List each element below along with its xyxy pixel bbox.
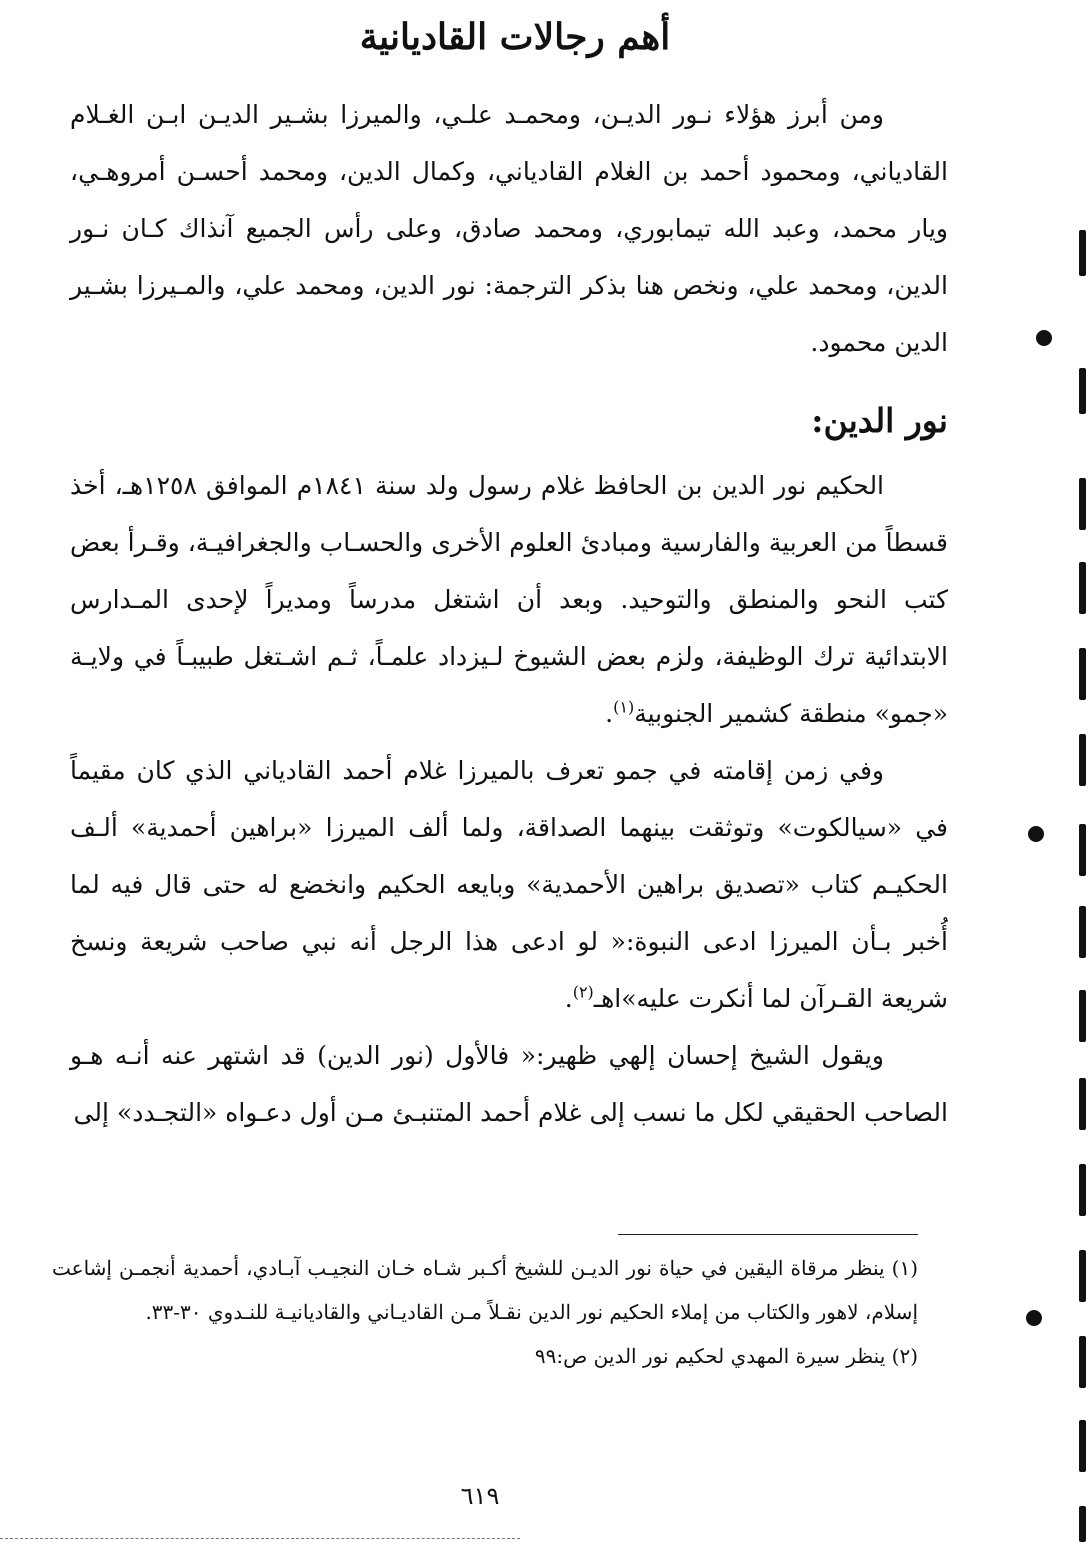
paragraph (70, 742, 948, 1027)
paragraph-text: ويقول الشيخ إحسان إلهي ظهير:« فالأول (نور الدين) قد اشتهر عنه أنـه هـو الصاحب الحقيقي لكل ما نسب إلى غلام أحمد المتنبـئ مـن أول دعـواه «التجـدد» إلى (70, 1041, 948, 1127)
footnote-reference[interactable]: (٢) (572, 982, 594, 1002)
scan-edge-line (0, 1538, 520, 1539)
paragraph (70, 457, 948, 742)
paragraph-text: الحكيم نور الدين بن الحافظ غلام رسول ولد سنة ١٨٤١م الموافق ١٢٥٨هـ، أخذ قسطاً من العربية والفارسية ومبادئ العلوم الأخرى والحسـاب والجغرافيـة، وقـرأ بعض كتب النحو والمنطق والتوحيد. وبعد أن اشتغل مدرساً ومديراً لإحدى المـدارس الابتدائية ترك الوظيفة، ولزم بعض الشيوخ لـيزداد علمـاً، ثـم اشـتغل طبيبـاً في ولايـة «جمو» منطقة كشمير الجنوبية (70, 471, 948, 728)
binding-mark (1079, 1336, 1086, 1388)
paragraph (70, 1027, 948, 1141)
section-heading: نور الدين: (811, 401, 948, 440)
binding-mark (1079, 1420, 1086, 1472)
binding-mark (1079, 648, 1086, 700)
footnote-reference[interactable]: (١) (613, 697, 635, 717)
footnote-divider (618, 1234, 918, 1235)
binding-mark (1079, 906, 1086, 958)
footnote: (٢) ينظر سيرة المهدي لحكيم نور الدين ص:٩٩ (534, 1344, 918, 1368)
binding-mark (1079, 824, 1086, 876)
page-number: ٦١٩ (460, 1482, 500, 1510)
binding-mark (1079, 1164, 1086, 1216)
body-text (70, 86, 948, 1141)
paragraph-text: وفي زمن إقامته في جمو تعرف بالميرزا غلام أحمد القادياني الذي كان مقيماً في «سيالكوت» وتوثقت بينهما الصداقة، ولما ألف الميرزا «براهين أحمدية» ألـف الحكيـم كتاب «تصديق براهين الأحمدية» وبايعه الحكيم وانخضع له حتى قال فيه لما أُخبر بـأن الميرزا ادعى النبوة:« لو ادعى هذا الرجل أنه نبي صاحب شريعة ونسخ شريعة القـرآن لما أنكرت عليه»اهـ (70, 756, 948, 1013)
footnote: (١) ينظر مرقاة اليقين في حياة نور الديـن للشيخ أكـبر شـاه خـان النجيـب آبـادي، أحمدية أنجمـن إشاعت إسلام، لاهور والكتاب من إملاء الحكيم نور الدين نقـلاً مـن القاديـاني والقاديانيـة للنـدوي ٣٠-٣٣. (52, 1256, 918, 1324)
footnotes (52, 1246, 918, 1378)
binding-mark (1079, 1250, 1086, 1302)
intro-paragraph: ومن أبرز هؤلاء نـور الديـن، ومحمـد علـي، والميرزا بشـير الديـن ابـن الغـلام القادياني، ومحمود أحمد بن الغلام القادياني، وكمال الدين، ومحمد أحسـن أمروهـي، ويار محمد، وعبد الله تيمابوري، ومحمد صادق، وعلى رأس الجميع آنذاك كـان نـور الدين، ومحمد علي، ونخص هنا بذكر الترجمة: نور الدين، ومحمد علي، والمـيرزا بشـير الدين محمود. (70, 100, 948, 357)
binding-mark (1079, 368, 1086, 414)
binding-mark (1079, 478, 1086, 530)
paragraph-tail: . (564, 984, 573, 1013)
binding-mark (1079, 230, 1086, 276)
binding-mark (1079, 1078, 1086, 1130)
paragraph-tail: . (605, 699, 614, 728)
binding-hole (1028, 826, 1044, 842)
binding-mark (1079, 734, 1086, 786)
binding-hole (1036, 330, 1052, 346)
binding-mark (1079, 562, 1086, 614)
binding-mark (1079, 1506, 1086, 1542)
binding-hole (1026, 1310, 1042, 1326)
binding-mark (1079, 990, 1086, 1042)
page-title: أهم رجالات القاديانية (359, 16, 671, 58)
